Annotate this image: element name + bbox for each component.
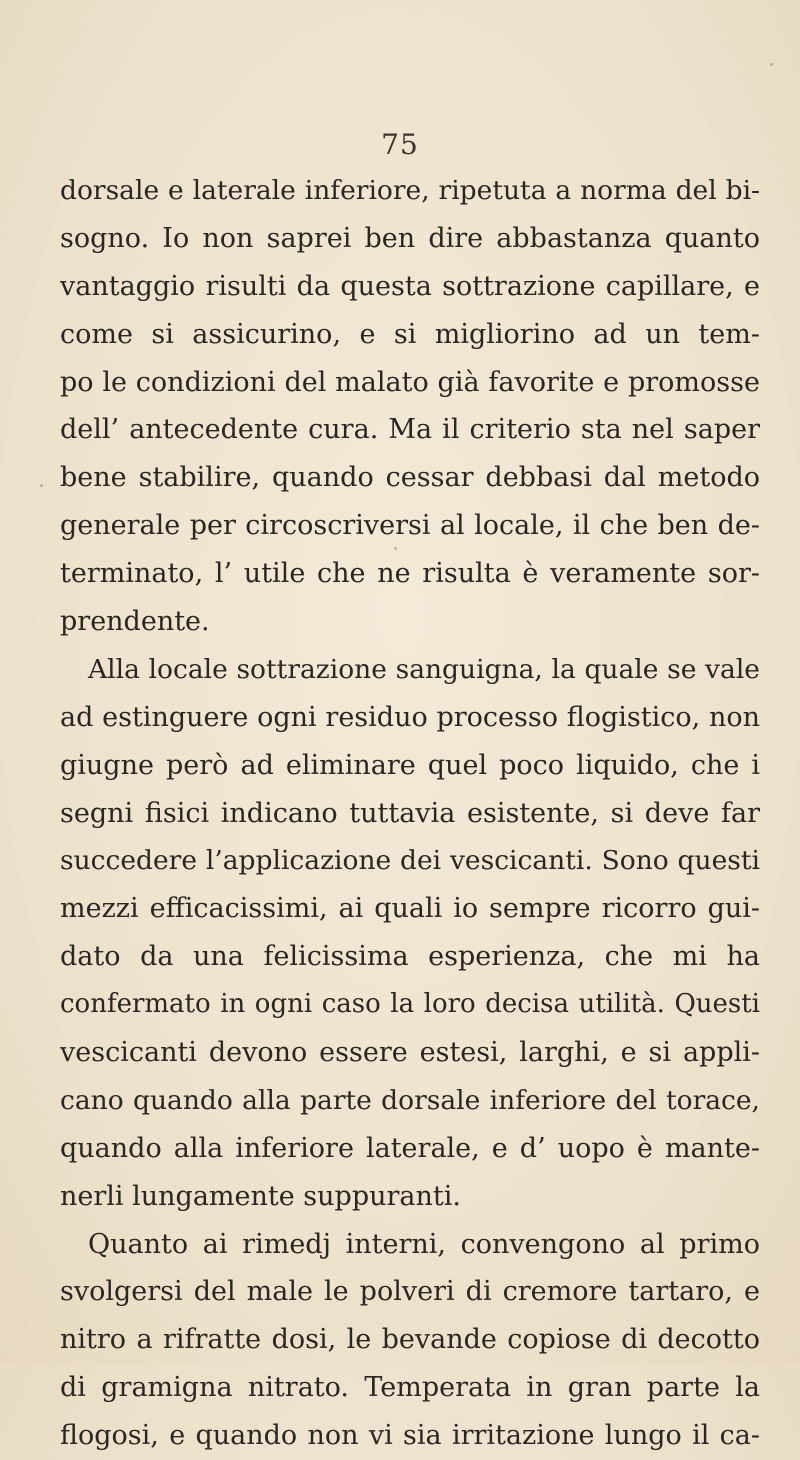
text-line: dato da una felicissima esperienza, che mi ha bbox=[60, 941, 760, 973]
text-line: mezzi efficacissimi, ai quali io sempre ricorro gui- bbox=[60, 893, 760, 925]
text-line: po le condizioni del malato già favorite e promosse bbox=[60, 366, 760, 398]
paper-speck bbox=[770, 63, 773, 66]
text-line: Quanto ai rimedj interni, convengono al primo bbox=[88, 1228, 760, 1260]
text-line: Alla locale sottrazione sanguigna, la quale se vale bbox=[88, 653, 760, 685]
page-number: 75 bbox=[381, 128, 419, 161]
text-line: ad estinguere ogni residuo processo flogistico, non bbox=[60, 701, 760, 733]
text-line: flogosi, e quando non vi sia irritazione lungo il ca- bbox=[60, 1420, 760, 1452]
text-line: succedere l’applicazione dei vescicanti. Sono questi bbox=[60, 845, 760, 877]
paper-speck bbox=[394, 547, 397, 550]
text-line: segni fisici indicano tuttavia esistente, si deve far bbox=[60, 797, 760, 829]
text-line: generale per circoscriversi al locale, il che ben de- bbox=[60, 510, 760, 542]
text-line: di gramigna nitrato. Temperata in gran parte la bbox=[60, 1372, 760, 1404]
text-line: dorsale e laterale inferiore, ripetuta a norma del bi- bbox=[60, 175, 760, 206]
text-line: bene stabilire, quando cessar debbasi dal metodo bbox=[60, 462, 760, 494]
body-text bbox=[60, 167, 760, 1460]
text-line: dell’ antecedente cura. Ma il criterio sta nel saper bbox=[60, 414, 760, 446]
text-line: nitro a rifratte dosi, le bevande copiose di decotto bbox=[60, 1324, 760, 1356]
text-line: terminato, l’ utile che ne risulta è veramente sor- bbox=[60, 558, 760, 590]
text-line: quando alla inferiore laterale, e d’ uopo è mante- bbox=[60, 1132, 760, 1164]
text-line: vescicanti devono essere estesi, larghi, e si appli- bbox=[60, 1037, 760, 1069]
text-line: come si assicurino, e si migliorino ad un tem- bbox=[60, 318, 760, 350]
paper-speck bbox=[40, 484, 43, 487]
text-line: prendente. bbox=[60, 606, 210, 638]
text-line: giugne però ad eliminare quel poco liquido, che i bbox=[60, 749, 760, 781]
text-line: sogno. Io non saprei ben dire abbastanza quanto bbox=[60, 222, 760, 254]
text-line: nerli lungamente suppuranti. bbox=[60, 1180, 461, 1212]
text-line: vantaggio risulti da questa sottrazione capillare, e bbox=[60, 270, 760, 302]
text-line: cano quando alla parte dorsale inferiore del torace, bbox=[60, 1084, 760, 1116]
text-line: confermato in ogni caso la loro decisa utilità. Questi bbox=[60, 989, 760, 1020]
text-line: svolgersi del male le polveri di cremore tartaro, e bbox=[60, 1276, 760, 1308]
